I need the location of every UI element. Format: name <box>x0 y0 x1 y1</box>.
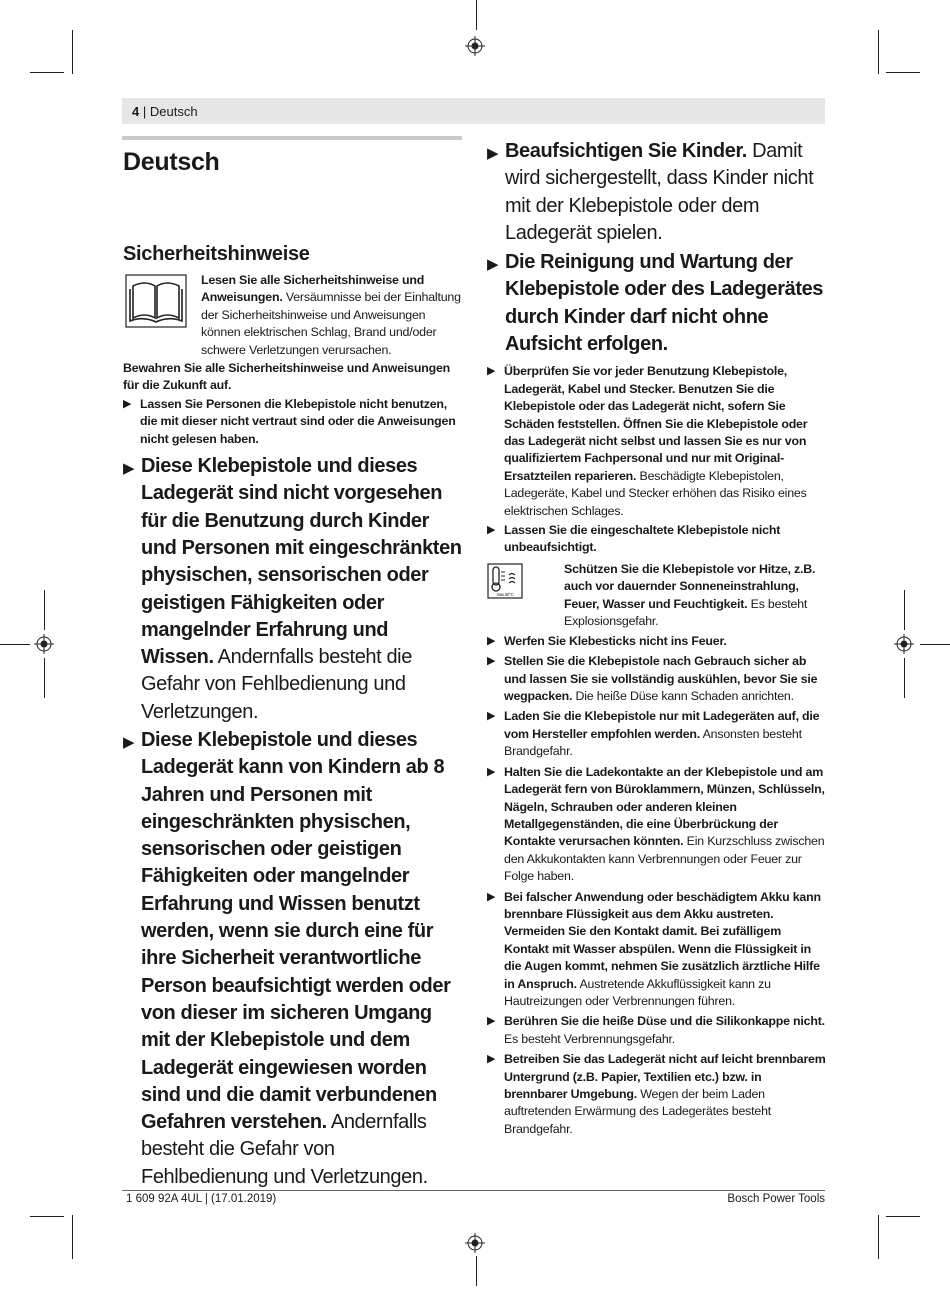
list-item-text: Andernfalls besteht die Gefahr von Fehlbedienung und Verletzungen. <box>141 646 412 723</box>
list-item-bold-text: Lassen Sie die eingeschaltete Klebepistole nicht unbeaufsichtigt. <box>504 523 781 555</box>
list-item-bold-text: Bei falscher Anwendung oder beschädigtem Akku kann brennbare Flüssigkeit aus dem Akku austreten. Vermeiden Sie den Kontakt damit. Bei zufälligem Kontakt mit Wasser abspülen. Wenn die Flüssigkeit in die Augen kommt, nehmen Sie zusätzlich ärztliche Hilfe in Anspruch. <box>504 889 821 991</box>
bullet-icon: ▶ <box>487 1015 496 1028</box>
list-item <box>487 1051 827 1138</box>
crop-mark <box>44 658 45 698</box>
bullet-icon: ▶ <box>487 256 499 274</box>
book-icon <box>125 274 187 328</box>
list-item <box>487 889 827 1011</box>
list-item-text: Austretende Akkuflüssigkeit kann zu Hautreizungen oder Verbrennungen führen. <box>504 976 771 1008</box>
bullet-icon: ▶ <box>487 145 499 162</box>
crop-mark <box>72 1215 73 1259</box>
list-item-bold-text: Laden Sie die Klebepistole nur mit Ladegeräten auf, die vom Hersteller empfohlen werden. <box>504 709 820 741</box>
list-item <box>487 138 827 247</box>
crop-mark <box>476 1256 477 1286</box>
bullet-icon: ▶ <box>487 524 496 537</box>
page-header-bar <box>122 98 825 124</box>
section-heading: Sicherheitshinweise <box>123 243 310 265</box>
list-item-bold-text: Berühren Sie die heiße Düse und die Silikonkappe nicht. <box>504 1014 825 1029</box>
list-item-text: Beschädigte Klebepistolen, Ladegeräte, Kabel und Stecker erhöhen das Risiko eines elektrischen Schlages. <box>504 468 807 518</box>
footer-rule <box>122 1190 825 1191</box>
footer-doc-id: 1 609 92A 4UL | (17.01.2019) <box>126 1193 277 1205</box>
left-column <box>123 148 463 1191</box>
header-language: Deutsch <box>149 104 198 119</box>
crop-mark <box>72 30 73 74</box>
header-separator: | <box>142 104 147 119</box>
bullet-icon: ▶ <box>487 1053 496 1066</box>
list-item-bold-text: Beaufsichtigen Sie Kinder. <box>505 140 747 162</box>
keep-notice: Bewahren Sie alle Sicherheitshinweise und Anweisungen für die Zukunft auf. <box>123 361 451 393</box>
list-item-bold-text: Schützen Sie die Klebepistole vor Hitze, z.B. auch vor dauernder Sonneneinstrahlung, Feuer, Wasser und Feuchtigkeit. <box>564 561 816 611</box>
crop-mark <box>30 72 64 73</box>
list-item-text: Ansonsten besteht Brandgefahr. <box>504 726 802 759</box>
intro-block <box>123 272 463 360</box>
list-item-bold-text: Halten Sie die Ladekontakte an der Klebepistole und am Ladegerät fern von Büroklammern, Münzen, Schlüsseln, Nägeln, Schrauben oder anderen kleinen Metallgegenständen, die eine Überbrückung der Kontakte verursachen könnten. <box>504 764 825 849</box>
crop-mark <box>878 30 879 74</box>
list-item-text: Die heiße Düse kann Schaden anrichten. <box>575 689 794 704</box>
intro-bold-text: Lesen Sie alle Sicherheitshinweise und Anweisungen. <box>201 273 425 305</box>
list-item <box>487 1013 827 1048</box>
list-item <box>123 727 463 1191</box>
crop-mark <box>0 644 30 645</box>
crop-mark <box>904 590 905 630</box>
heat-warning-block <box>487 561 827 631</box>
page-number: 4 <box>132 104 140 119</box>
page-title: Deutsch <box>123 148 220 176</box>
registration-mark-icon <box>465 1233 485 1253</box>
bullet-icon: ▶ <box>487 655 496 668</box>
bullet-icon: ▶ <box>123 397 132 410</box>
list-item-bold-text: Werfen Sie Klebesticks nicht ins Feuer. <box>504 633 727 648</box>
heat-warning-icon <box>487 563 523 599</box>
list-item <box>487 249 827 358</box>
list-item-text: Es besteht Verbrennungsgefahr. <box>504 1031 676 1046</box>
list-item <box>487 653 827 705</box>
list-item-text: Lassen Sie Personen die Klebepistole nicht benutzen, die mit dieser nicht vertraut sind oder die Anweisungen nicht gelesen haben. <box>140 396 456 446</box>
list-item-bold-text: Stellen Sie die Klebepistole nach Gebrauch sicher ab und lassen Sie sie vollständig auskühlen, bevor Sie sie wegpacken. <box>504 654 818 704</box>
bullet-icon: ▶ <box>487 634 496 647</box>
heat-icon-label: max.50°C <box>496 591 514 597</box>
list-item <box>123 453 463 726</box>
list-item-bold-text: Diese Klebepistole und dieses Ladegerät kann von Kindern ab 8 Jahren und Personen mit eingeschränkten physischen, sensorischen oder geistigen Fähigkeiten oder mangelnder Erfahrung und Wissen benutzt werden, wenn sie durch eine für ihre Sicherheit verantwortliche Person beaufsichtigt werden oder von dieser im sicheren Umgang mit der Klebepistole und dem Ladegerät eingewiesen worden sind und die damit verbundenen Gefahren verstehen. <box>141 729 451 1134</box>
list-item-bold-text: Überprüfen Sie vor jeder Benutzung Klebepistole, Ladegerät, Kabel und Stecker. Benutzen Sie die Klebepistole oder das Ladegerät nicht, sofern Sie Schäden feststellen. Öffnen Sie die Klebepistole oder das Ladegerät nicht selbst und lassen Sie es nur von qualifiziertem Fachpersonal und nur mit Original-Ersatzteilen reparieren. <box>504 364 808 483</box>
list-item-bold-text: Diese Klebepistole und dieses Ladegerät sind nicht vorgesehen für die Benutzung durch Kinder und Personen mit eingeschränkten physischen, sensorischen oder geistigen Fähigkeiten oder mangelnder Erfahrung und Wissen. <box>141 455 462 669</box>
list-item-text: Es besteht Explosionsgefahr. <box>564 596 808 629</box>
list-item <box>487 522 827 557</box>
list-item <box>487 764 827 886</box>
bullet-icon: ▶ <box>123 460 135 478</box>
registration-mark-icon <box>894 634 914 654</box>
bullet-icon: ▶ <box>487 365 496 378</box>
list-item <box>487 633 827 650</box>
crop-mark <box>878 1215 879 1259</box>
registration-mark-icon <box>465 36 485 56</box>
list-item-text: Andernfalls besteht die Gefahr von Fehlbedienung und Verletzungen. <box>141 1111 428 1188</box>
crop-mark <box>886 72 920 73</box>
list-item-bold-text: Die Reinigung und Wartung der Klebepistole oder des Ladegerätes durch Kinder darf nicht ohne Aufsicht erfolgen. <box>505 251 824 356</box>
list-item-bold-text: Betreiben Sie das Ladegerät nicht auf leicht brennbarem Untergrund (z.B. Papier, Textilien etc.) bzw. in brennbarer Umgebung. <box>504 1052 826 1101</box>
list-item <box>123 396 463 448</box>
page-header <box>132 104 198 120</box>
crop-mark <box>886 1216 920 1217</box>
crop-mark <box>920 644 950 645</box>
crop-mark <box>30 1216 64 1217</box>
footer-brand: Bosch Power Tools <box>727 1193 825 1205</box>
intro-text: Versäumnisse bei der Einhaltung der Sicherheitshinweise und Anweisungen können elektrischen Schlag, Brand und/oder schwere Verletzungen verursachen. <box>201 290 461 357</box>
crop-mark <box>904 658 905 698</box>
right-column <box>487 138 827 1138</box>
bullet-icon: ▶ <box>487 710 496 723</box>
crop-mark <box>44 590 45 630</box>
list-item <box>487 363 827 520</box>
list-item-text: Damit wird sichergestellt, dass Kinder nicht mit der Klebepistole oder dem Ladegerät spielen. <box>505 140 814 244</box>
bullet-icon: ▶ <box>123 734 135 751</box>
list-item-text: Ein Kurzschluss zwischen den Akkukontakten kann Verbrennungen oder Feuer zur Folge haben. <box>504 834 825 884</box>
bullet-icon: ▶ <box>487 765 496 778</box>
section-rule <box>122 136 462 140</box>
bullet-icon: ▶ <box>487 890 496 903</box>
list-item-text: Wegen der beim Laden auftretenden Erwärmung des Ladegerätes besteht Brandgefahr. <box>504 1087 772 1136</box>
crop-mark <box>476 0 477 30</box>
registration-mark-icon <box>34 634 54 654</box>
list-item <box>487 708 827 760</box>
